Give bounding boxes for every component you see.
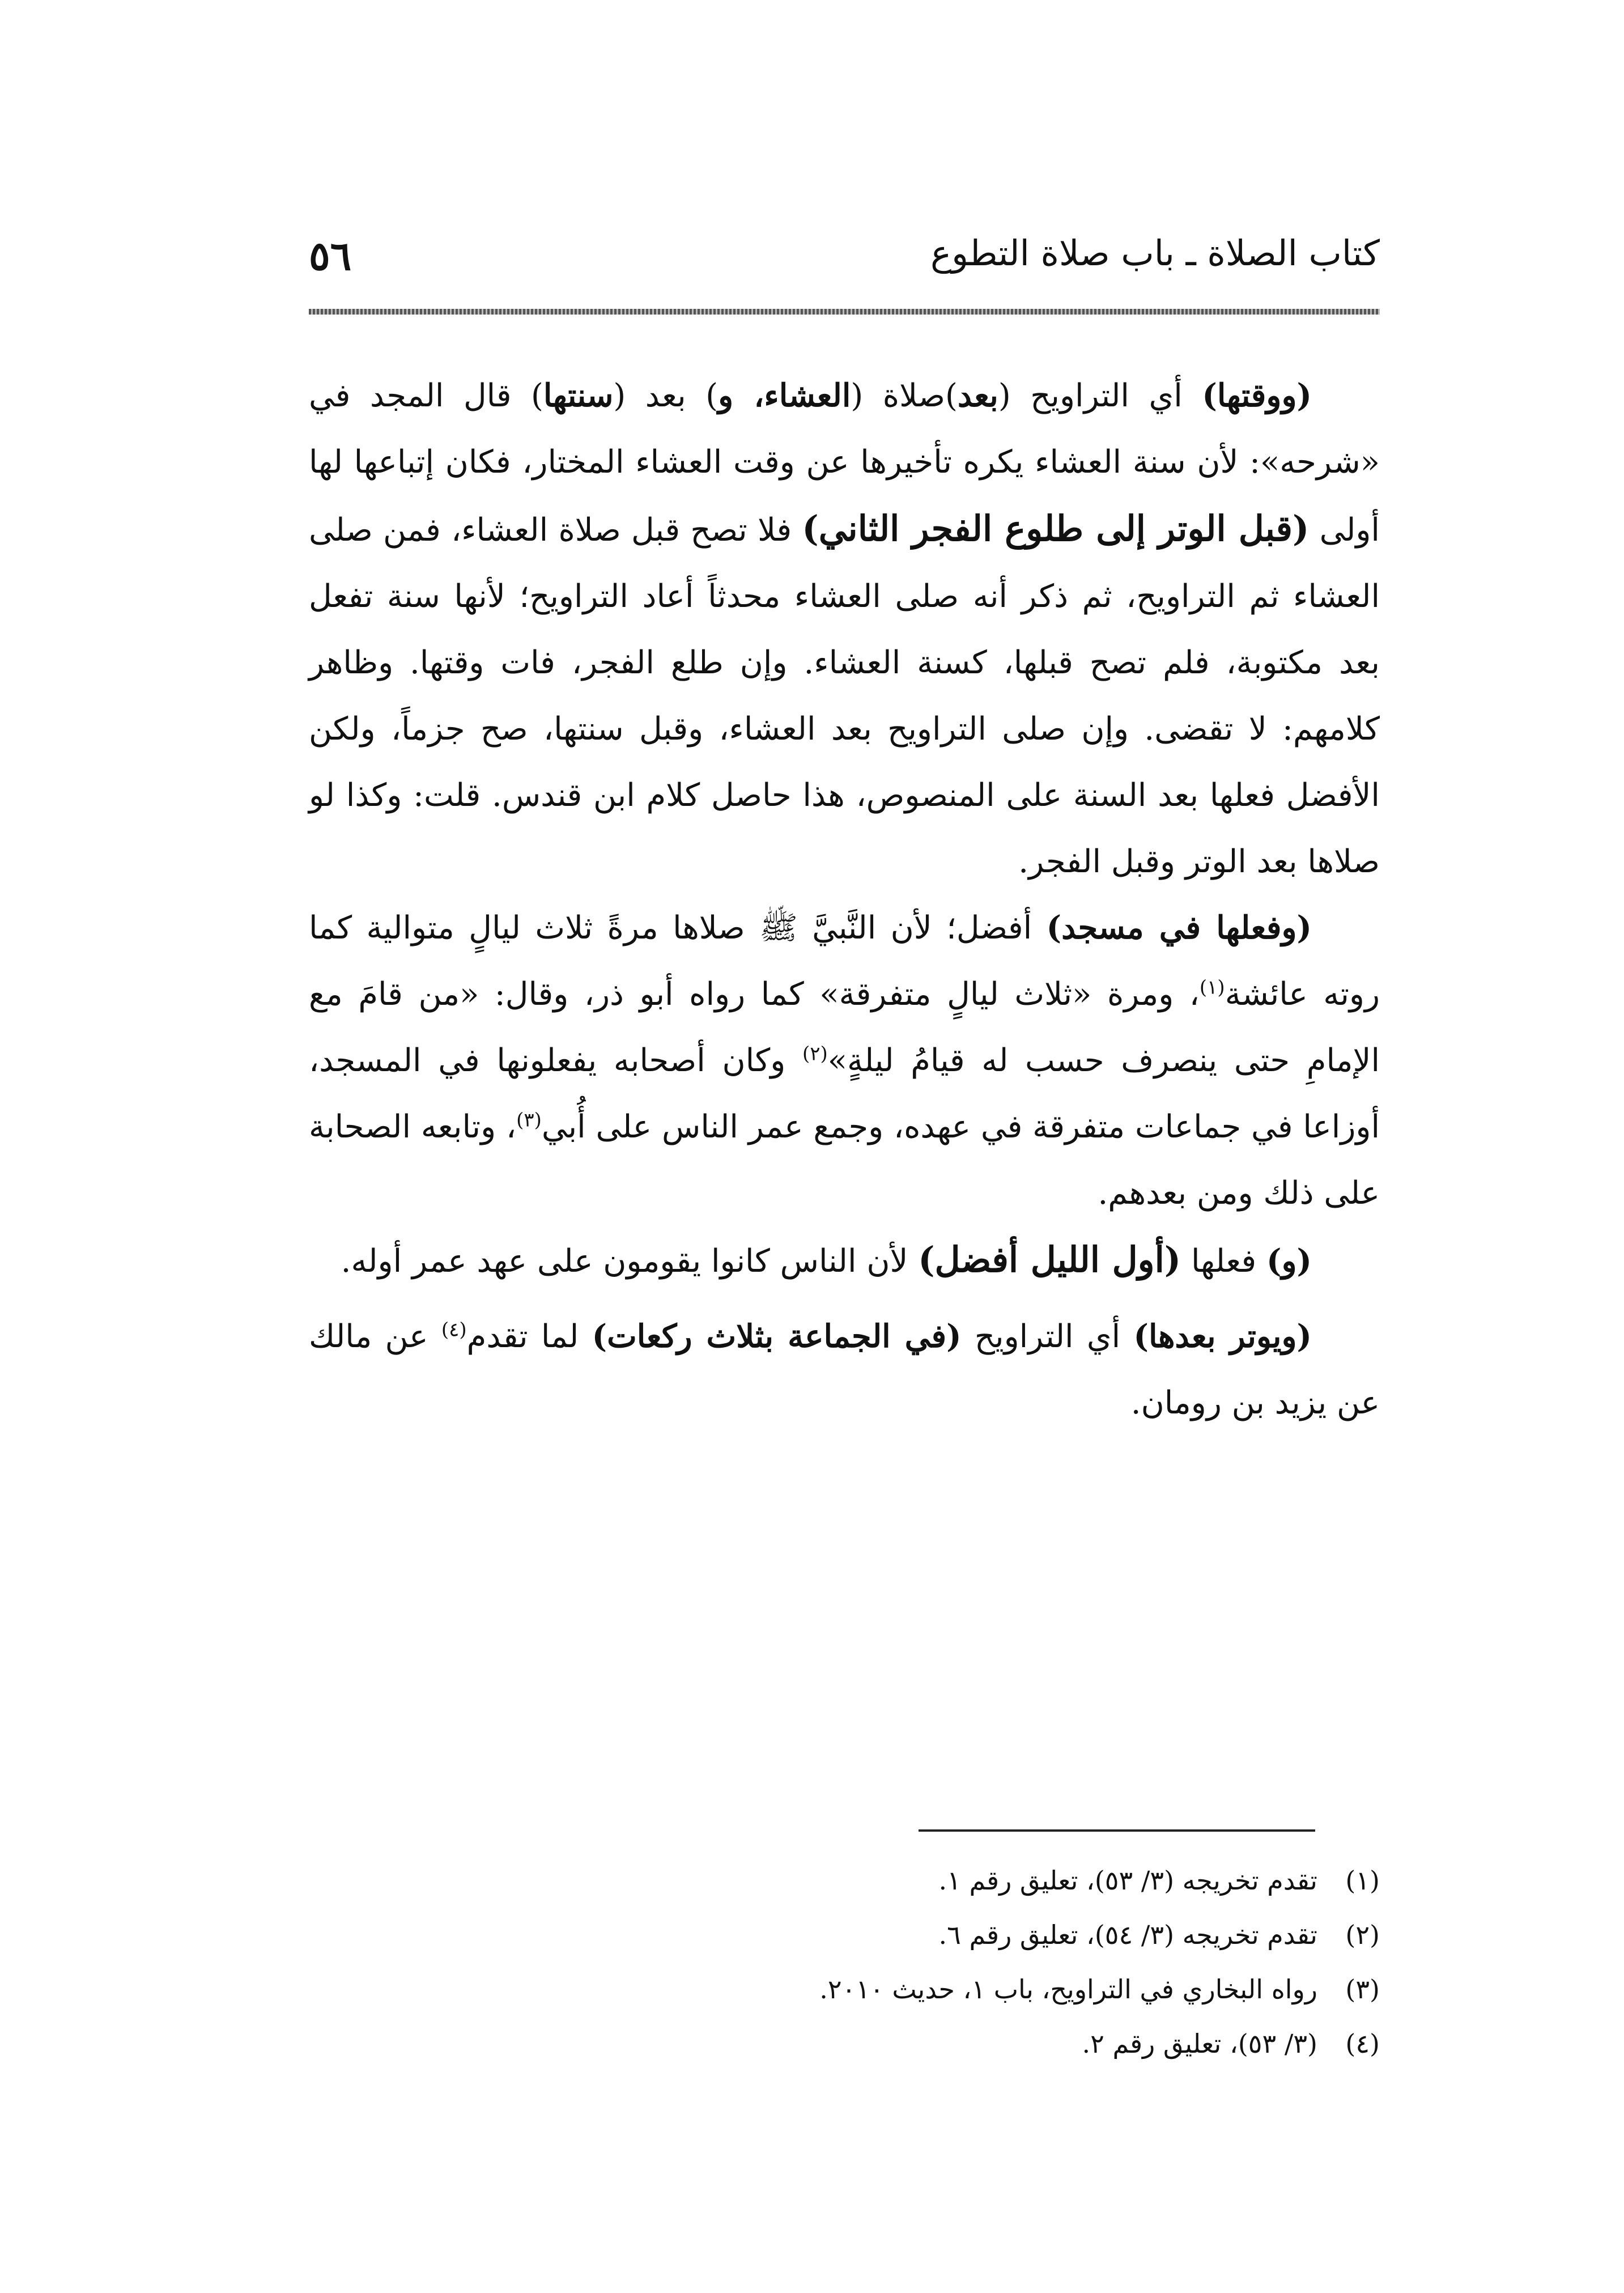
text-run: ، وتابعه الصحابة على ذلك ومن بعدهم. [309,1109,1380,1212]
text-run: )صلاة ( [851,377,958,414]
text-run: فلا تصح قبل صلاة العشاء، فمن صلى العشاء ثم التراويح، ثم ذكر أنه صلى العشاء محدثاً أعاد التراويح؛ لأنها سنة تفعل بعد مكتوبة، فلم تصح قبلها، كسنة العشاء. وإن طلع الفجر، فات وقتها. وظاهر كلامهم: لا تقضى. وإن صلى التراويح بعد العشاء، وقبل سنتها، صح جزماً، ولكن الأفضل فعلها بعد السنة على المنصوص، هذا حاصل كلام ابن قندس. قلت: وكذا لو صلاها بعد الوتر وقبل الفجر. [309,512,1380,880]
footnote-number: (٢) [1345,1920,1380,1950]
footnote-text: تقدم تخريجه (٣/ ٥٣)، تعليق رقم ١. [938,1865,1317,1896]
text-run: ) قال المجد في «شرحه»: لأن سنة العشاء يكره تأخيرها عن وقت العشاء المختار، فكان إتباعها لها أولى [309,377,1380,549]
paragraph-witr [309,1303,1380,1436]
bold-term: (ووقتها) [1202,377,1312,414]
text-run: لأن الناس كانوا يقومون على عهد عمر أوله. [341,1243,919,1280]
bold-term: العشاء، و [718,377,851,414]
footnote-number: (١) [1345,1865,1380,1896]
footnotes [309,1853,1380,2071]
bold-term: بعد [957,377,998,414]
footnote-2 [309,1908,1380,1962]
footnote-3 [309,1962,1380,2016]
bold-term: سنتها [543,377,614,414]
header-divider [309,309,1380,315]
text-run: أي التراويح [961,1318,1134,1355]
text-run: أفضل؛ لأن النَّبيَّ ﷺ صلاها مرةً ثلاث ليالٍ متوالية كما روته عائشة [309,910,1380,1013]
footnote-number: (٤) [1345,2028,1380,2059]
footnote-ref: (٤) [441,1318,467,1341]
bold-term: (ويوتر بعدها) [1133,1318,1312,1355]
text-run: ، ومرة «ثلاث ليالٍ متفرقة» كما رواه أبو ذر، وقال: «من قامَ مع الإمامِ حتى ينصرف حسب له قيامُ ليلةٍ» [309,976,1380,1079]
text-run: أي التراويح ( [998,377,1202,414]
footnote-ref: (٢) [802,1042,828,1065]
paragraph-early-night [309,1226,1380,1294]
footnote-text: تقدم تخريجه (٣/ ٥٤)، تعليق رقم ٦. [938,1920,1317,1950]
running-header [309,227,1380,295]
paragraph-mosque [309,895,1380,1226]
page-number: ٥٦ [309,232,352,279]
footnote-4 [309,2016,1380,2071]
text-run: فعلها [1181,1243,1266,1280]
main-text [309,363,1380,1436]
footnote-ref: (١) [1199,976,1225,999]
footnote-text: (٣/ ٥٣)، تعليق رقم ٢. [1082,2028,1317,2059]
footnote-text: رواه البخاري في التراويح، باب ١، حديث ٢٠١٠. [819,1974,1317,2005]
bold-term: (قبل الوتر إلى طلوع الفجر الثاني) [802,508,1310,549]
bold-term: (أول الليل أفضل) [918,1239,1181,1280]
bold-term: (وفعلها في مسجد) [1046,909,1312,946]
footnote-divider [919,1829,1315,1832]
text-run: لما تقدم [466,1318,592,1355]
footnote-1 [309,1853,1380,1908]
bold-term: (في الجماعة بثلاث ركعات) [592,1318,962,1355]
paragraph-time-of-taraweeh [309,363,1380,895]
footnote-number: (٣) [1345,1974,1380,2005]
chapter-title: كتاب الصلاة ـ باب صلاة التطوع [930,232,1380,274]
text-run: عن مالك عن يزيد بن رومان. [309,1318,1380,1421]
text-run: ) بعد ( [613,377,719,414]
text-run: وكان أصحابه يفعلونها في المسجد، أوزاعا في جماعات متفرقة في عهده، وجمع عمر الناس على أُبي [309,1042,1380,1145]
bold-term: (و) [1266,1242,1312,1280]
footnote-ref: (٣) [516,1109,542,1132]
